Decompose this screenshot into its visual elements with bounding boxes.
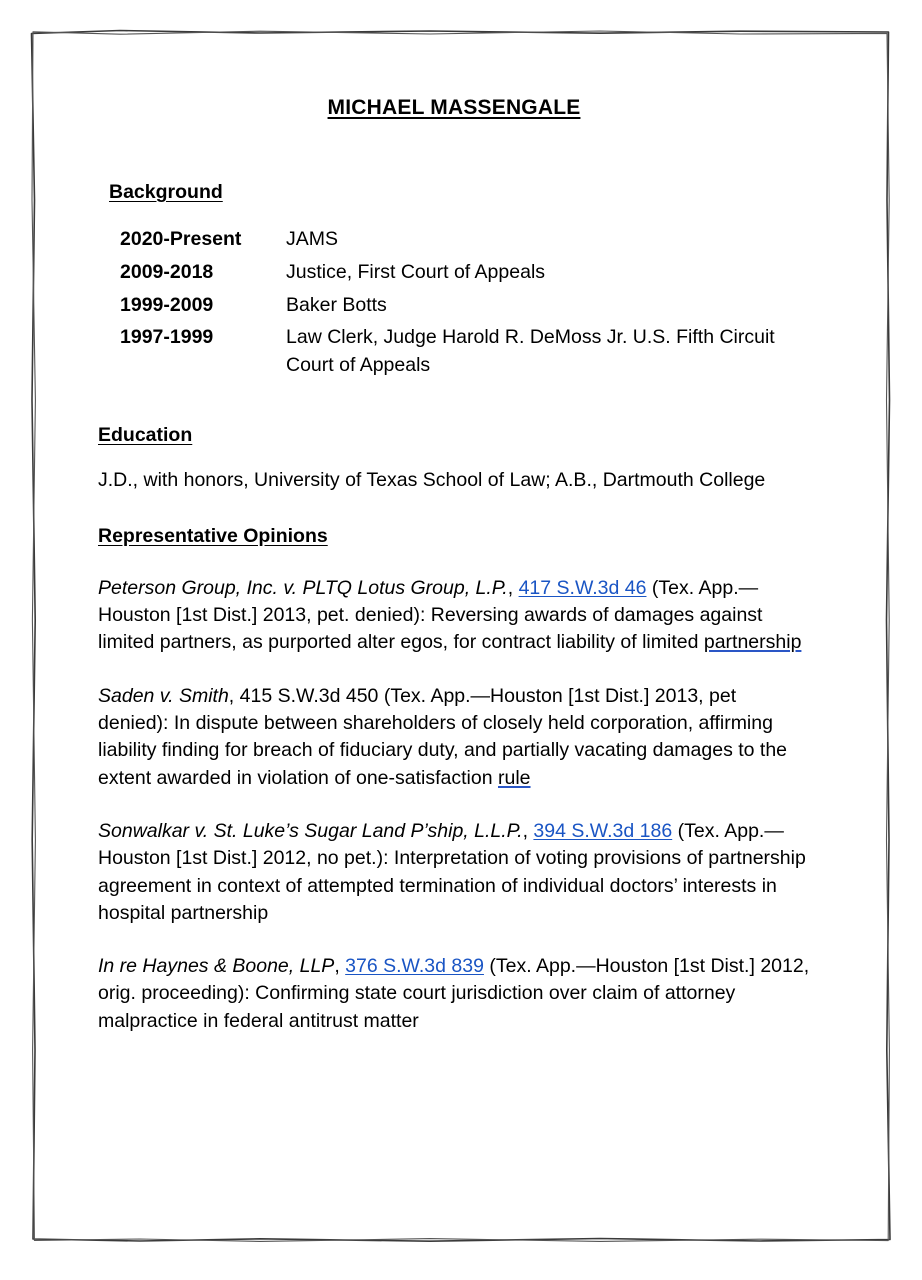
background-role: JAMS: [286, 228, 339, 251]
case-name: Saden v. Smith: [98, 684, 229, 707]
citation-link[interactable]: 376 S.W.3d 839: [345, 955, 484, 978]
case-entry: [98, 818, 810, 927]
case-description: (Tex. App.—Houston [1st Dist.] 2013, pet denied): In dispute between shareholders of closely held corporation, affirming liability finding for breach of fiduciary duty, and partially vacating damages to the extent awarded in violation of one-satisfaction: [98, 684, 788, 789]
document-content: [98, 90, 810, 1035]
background-role: Justice, First Court of Appeals: [286, 261, 546, 284]
case-separator: ,: [507, 576, 519, 599]
case-separator: ,: [334, 955, 346, 978]
education-section: [98, 423, 810, 495]
case-name: Peterson Group, Inc. v. PLTQ Lotus Group, L.P.: [98, 576, 508, 599]
case-entry: [98, 575, 810, 657]
background-years: 2020-Present: [120, 228, 242, 251]
table-row: [120, 324, 810, 384]
background-heading: [109, 180, 810, 204]
case-description: (Tex. App.—Houston [1st Dist.] 2012, no pet.): Interpretation of voting provisions of partnership agreement in context of attempted termination of individual doctors’ interests in hospital partnership: [98, 819, 806, 924]
education-heading-text: Education: [98, 423, 193, 446]
trailing-term-link[interactable]: rule: [498, 766, 531, 789]
education-text: J.D., with honors, University of Texas School of Law; A.B., Dartmouth College: [98, 469, 766, 492]
background-years: 1999-2009: [120, 293, 214, 316]
citation-link[interactable]: 417 S.W.3d 46: [518, 576, 647, 599]
table-row: [120, 259, 810, 292]
page-title-text: MICHAEL MASSENGALE: [327, 96, 581, 119]
case-description: (Tex. App.—Houston [1st Dist.] 2013, pet. denied): Reversing awards of damages against limited partners, as purported alter egos, for contract liability of limited: [98, 576, 763, 654]
table-row: [120, 292, 810, 325]
background-role: Baker Botts: [286, 293, 387, 316]
background-role: Law Clerk, Judge Harold R. DeMoss Jr. U.S. Fifth Circuit Court of Appeals: [286, 326, 775, 377]
citation-link[interactable]: 394 S.W.3d 186: [533, 819, 673, 842]
trailing-term-link[interactable]: partnership: [703, 631, 802, 654]
case-separator: ,: [522, 819, 534, 842]
opinions-heading: [98, 524, 810, 548]
background-section: [98, 180, 810, 385]
background-years: 1997-1999: [120, 326, 214, 349]
background-heading-text: Background: [109, 181, 223, 203]
table-row: [120, 226, 810, 259]
background-table-body: [120, 226, 810, 384]
opinions-section: [98, 524, 810, 1035]
page-title: [98, 90, 810, 120]
citation-text: 415 S.W.3d 450: [239, 684, 379, 707]
case-description: (Tex. App.—Houston [1st Dist.] 2012, orig. proceeding): Confirming state court jurisdiction over claim of attorney malpractice in federal antitrust matter: [98, 955, 810, 1032]
case-separator: ,: [228, 684, 240, 707]
opinions-heading-text: Representative Opinions: [98, 525, 328, 548]
case-name: In re Haynes & Boone, LLP: [98, 955, 335, 978]
case-entry: [98, 683, 810, 792]
case-name: Sonwalkar v. St. Luke’s Sugar Land P’ship, L.L.P.: [98, 819, 523, 842]
case-entry: [98, 953, 810, 1035]
background-years: 2009-2018: [120, 261, 214, 284]
background-table: [120, 226, 810, 384]
education-heading: [98, 423, 810, 447]
